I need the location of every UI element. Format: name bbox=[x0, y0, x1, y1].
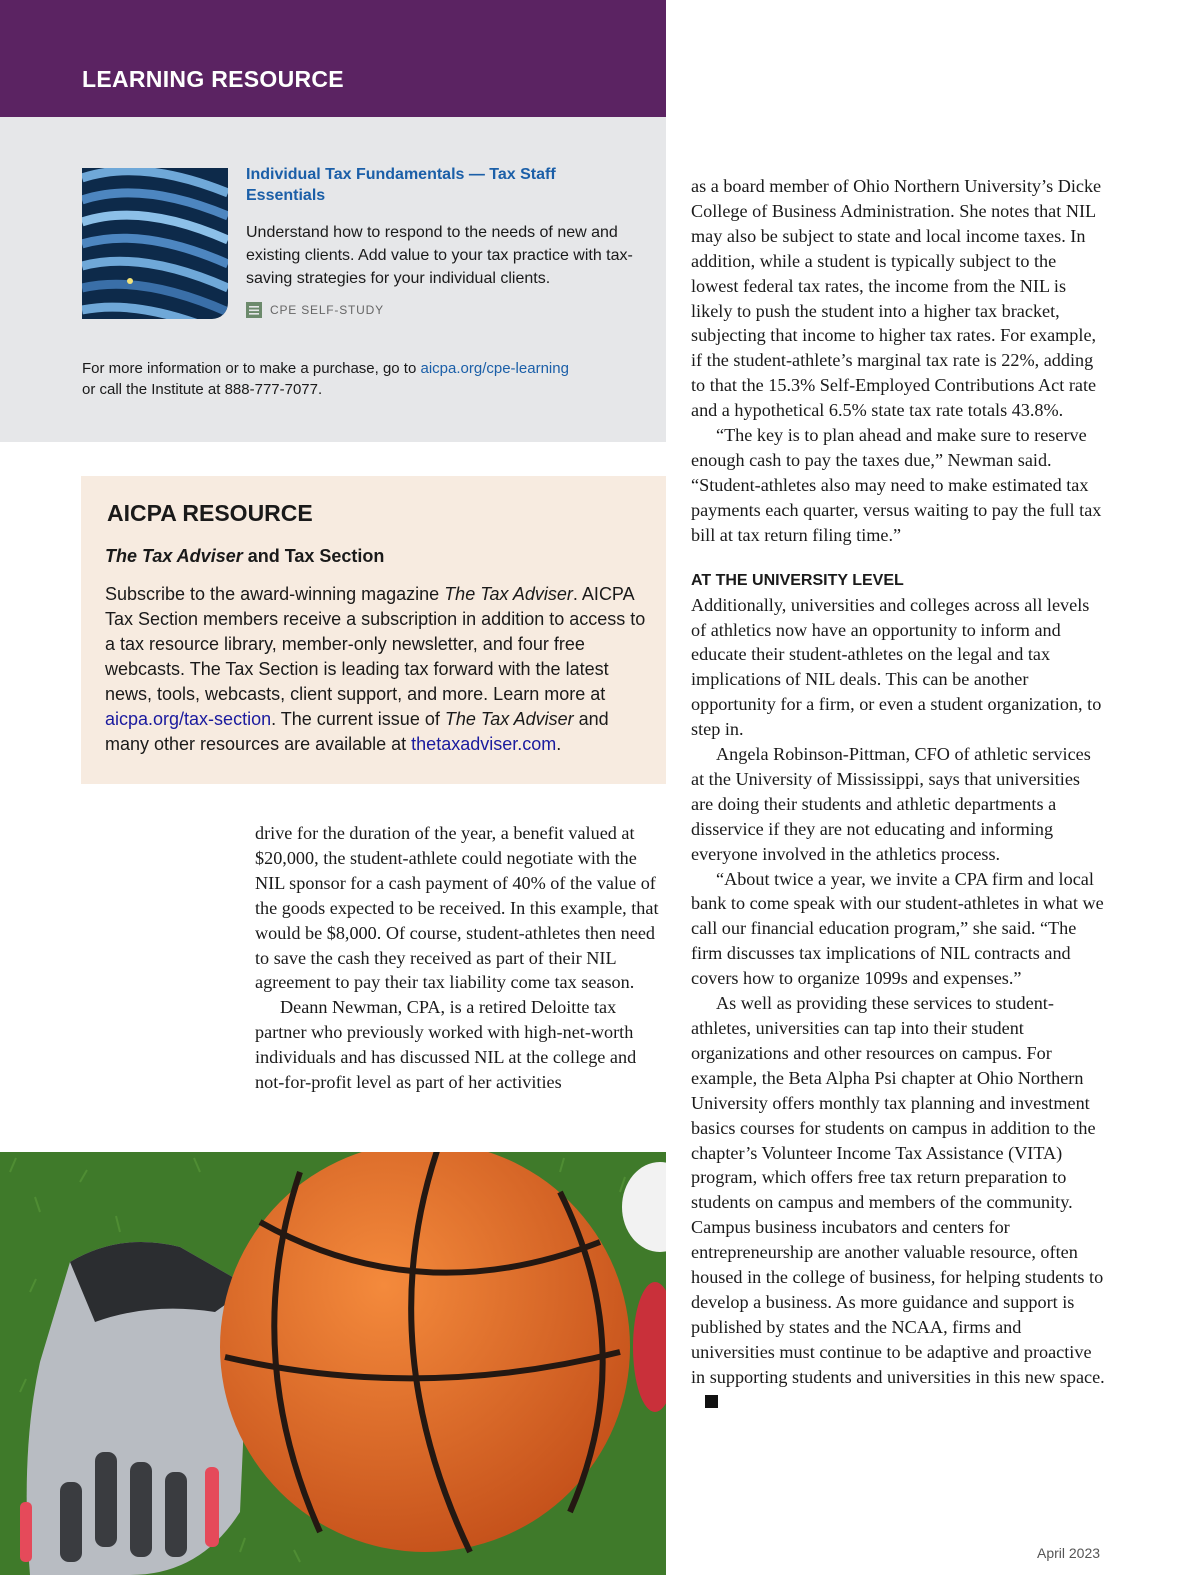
subtitle-italic: The Tax Adviser bbox=[105, 546, 243, 566]
purchase-info bbox=[82, 358, 569, 400]
cpe-badge bbox=[246, 302, 384, 318]
article-paragraph: “The key is to plan ahead and make sure to reserve enough cash to pay the taxes due,” Newman said. “Student-athletes also may need to make estimated tax payments each quarter, versus waiting to pay the full tax bill at tax return filing time.” bbox=[691, 425, 1102, 545]
subtitle-rest: and Tax Section bbox=[242, 546, 385, 566]
info-text: For more information or to make a purchase, go to bbox=[82, 360, 421, 377]
learning-resource-title: LEARNING RESOURCE bbox=[82, 66, 344, 92]
article-paragraph: “About twice a year, we invite a CPA firm and local bank to come speak with our student-athletes in what we call our financial education program,” she said. “The firm discusses tax implications of NIL contracts and covers how to organize 1099s and expenses.” bbox=[691, 868, 1104, 989]
article-paragraph: as a board member of Ohio Northern University’s Dicke College of Business Administration. She notes that NIL may also be subject to state and local income taxes. In addition, while a student is typically subject to the lowest federal tax rates, the income from the NIL is likely to push the student into a higher tax bracket, subjecting that income to higher tax rates. For example, if the student-athlete’s marginal tax rate is 22%, adding to that the 15.3% Self-Employed Contributions Act rate and a hypothetical 6.5% state tax rate totals 43.8%. bbox=[691, 176, 1102, 421]
course-description: Understand how to respond to the needs of new and existing clients. Add value to your tax practice with tax-saving strategies for your individual clients. bbox=[246, 224, 633, 287]
article-paragraph: Angela Robinson-Pittman, CFO of athletic services at the University of Mississippi, says that universities are doing their students and athletic departments a disservice if they are not educating and informing everyone involved in the athletics process. bbox=[691, 744, 1091, 864]
article-left-column bbox=[255, 821, 667, 1095]
aicpa-resource-heading: AICPA RESOURCE bbox=[107, 500, 313, 526]
final-text: As well as providing these services to student-athletes, universities can tap into their student organizations and other resources on campus. For example, the Beta Alpha Psi chapter at Ohio Northern University offers monthly tax planning and investment basics courses for students on campus in addition to the chapter’s Volunteer Income Tax Assistance (VITA) program, which offers free tax return preparation to students on campus and members of the community. Campus business incubators and centers for entrepreneurship are another valuable resource, often housed in the college of business, for helping students to develop a business. As more guidance and support is published by states and the NCAA, firms and universities must continue to be adaptive and proactive in supporting students and universities in this new space. bbox=[691, 993, 1105, 1387]
tax-section-link[interactable]: aicpa.org/tax-section bbox=[105, 709, 272, 729]
aicpa-resource-subtitle bbox=[105, 546, 384, 567]
section-heading: AT THE UNIVERSITY LEVEL bbox=[691, 571, 904, 589]
body-text: Subscribe to the award-winning magazine bbox=[105, 584, 445, 604]
sports-equipment-photo bbox=[0, 1152, 666, 1575]
cpe-learning-link[interactable]: aicpa.org/cpe-learning bbox=[420, 360, 569, 377]
end-mark-icon bbox=[705, 1395, 718, 1408]
body-text: . AICPA Tax Section members receive a subscription in addition to access to a tax resource library, member-only newsletter, and four free webcasts. The Tax Section is leading tax forward with the latest news, tools, webcasts, client support, and more. Learn more at bbox=[105, 584, 646, 704]
body-text: and many other resources are available at bbox=[105, 709, 609, 754]
info-phone: or call the Institute at 888-777-7077. bbox=[82, 381, 323, 398]
body-italic: The Tax Adviser bbox=[444, 709, 574, 729]
taxadviser-link[interactable]: thetaxadviser.com bbox=[411, 734, 557, 754]
body-text: . bbox=[556, 734, 562, 754]
cpe-label: CPE SELF-STUDY bbox=[270, 303, 384, 317]
issue-date: April 2023 bbox=[1037, 1545, 1101, 1561]
article-paragraph: Deann Newman, CPA, is a retired Deloitte tax partner who previously worked with high-net-worth individuals and has discussed NIL at the college and not-for-profit level as part of her activities bbox=[255, 997, 637, 1093]
learning-resource-header bbox=[0, 0, 666, 117]
article-right-column bbox=[691, 174, 1105, 1415]
building-thumbnail[interactable] bbox=[82, 168, 228, 319]
article-paragraph: Additionally, universities and colleges across all levels of athletics now have an opportunity to inform and educate their student-athletes on the legal and tax implications of NIL deals. This can be another opportunity for a firm, or even a student organization, to step in. bbox=[691, 594, 1102, 740]
course-title[interactable]: Individual Tax Fundamentals — Tax Staff Essentials bbox=[246, 166, 556, 204]
document-icon bbox=[246, 302, 262, 318]
article-paragraph: drive for the duration of the year, a benefit valued at $20,000, the student-athlete could negotiate with the NIL sponsor for a cash payment of 40% of the value of the goods expected to be received. In this example, that would be $8,000. Of course, student-athletes then need to save the cash they received as part of their NIL agreement to pay their tax liability come tax season. bbox=[255, 823, 659, 993]
body-text: . The current issue of bbox=[271, 709, 445, 729]
body-italic: The Tax Adviser bbox=[444, 584, 573, 604]
aicpa-resource-body bbox=[105, 582, 655, 757]
article-paragraph-final bbox=[691, 991, 1105, 1414]
